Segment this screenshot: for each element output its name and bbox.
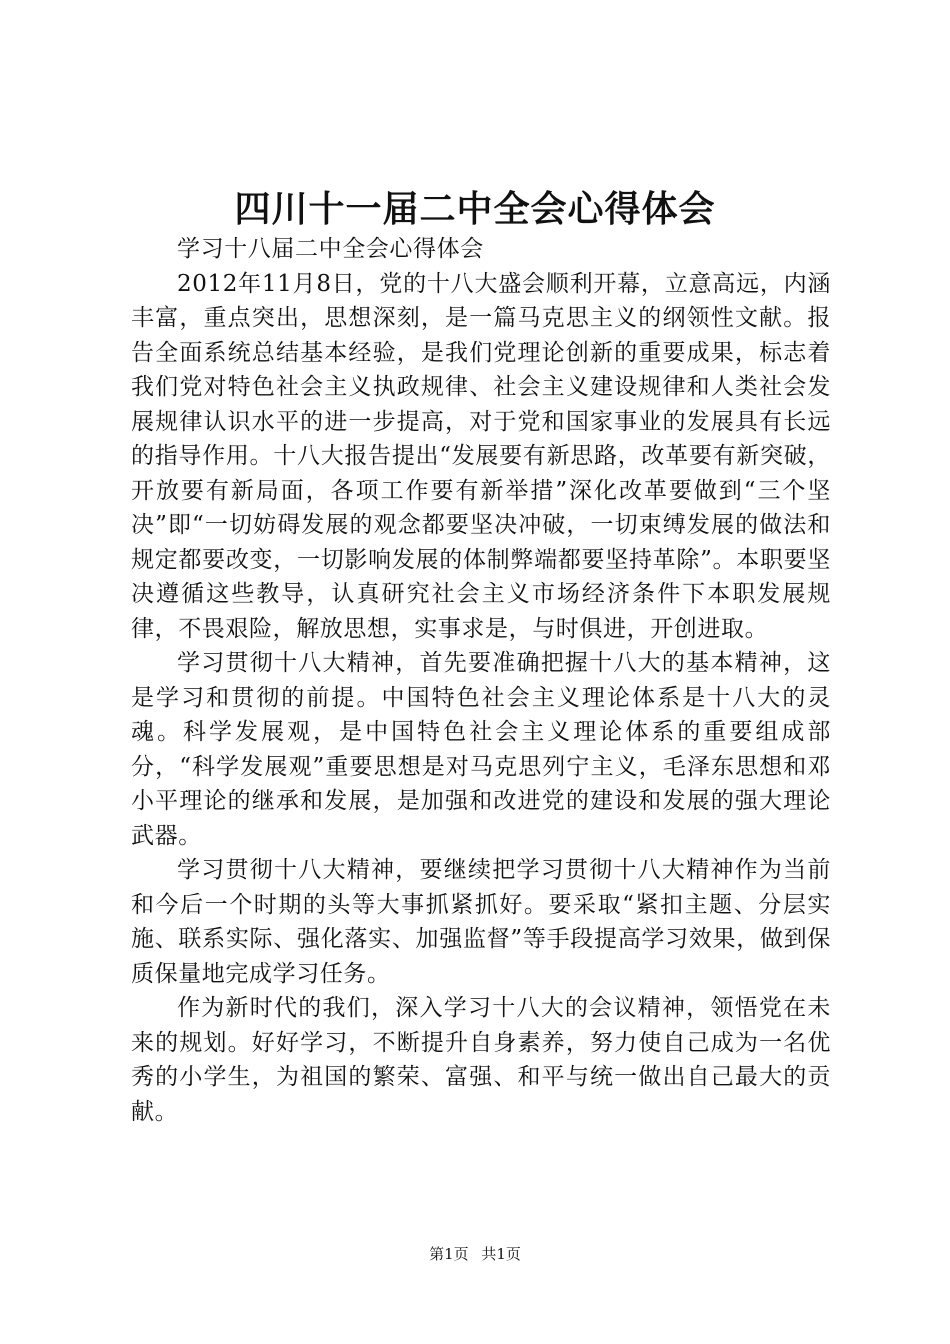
paragraph-1: 2012年11月8日，党的十八大盛会顺利开幕，立意高远，内涵丰富，重点突出，思想深刻，是一篇马克思主义的纲领性文献。报告全面系统总结基本经验，是我们党理论创新的重要成果，标志着我们党对特色社会主义执政规律、社会主义建设规律和人类社会发展规律认识水平的进一步提高，对于党和国家事业的发展具有长远的指导作用。十八大报告提出“发展要有新思路，改革要有新突破，开放要有新局面，各项工作要有新举措”深化改革要做到“三个坚决”即“一切妨碍发展的观念都要坚决冲破，一切束缚发展的做法和规定都要改变，一切影响发展的体制弊端都要坚持革除”。本职要坚决遵循这些教导，认真研究社会主义市场经济条件下本职发展规律，不畏艰险，解放思想，实事求是，与时俱进，开创进取。 xyxy=(131,270,831,642)
paragraph-subtitle: 学习十八届二中全会心得体会 xyxy=(177,236,484,262)
document-title: 四川十一届二中全会心得体会 xyxy=(234,188,716,230)
page-footer xyxy=(0,1244,950,1264)
paragraph-4: 作为新时代的我们，深入学习十八大的会议精神，领悟党在未来的规划。好好学习，不断提升自身素养，努力使自己成为一名优秀的小学生，为祖国的繁荣、富强、和平与统一做出自己最大的贡献。 xyxy=(131,995,831,1125)
paragraph-3: 学习贯彻十八大精神，要继续把学习贯彻十八大精神作为当前和今后一个时期的头等大事抓紧抓好。要采取“紧扣主题、分层实施、联系实际、强化落实、加强监督”等手段提高学习效果，做到保质保量地完成学习任务。 xyxy=(131,857,831,987)
paragraph-2: 学习贯彻十八大精神，首先要准确把握十八大的基本精神，这是学习和贯彻的前提。中国特色社会主义理论体系是十八大的灵魂。科学发展观，是中国特色社会主义理论体系的重要组成部分，“科学发展观”重要思想是对马克思列宁主义，毛泽东思想和邓小平理论的继承和发展，是加强和改进党的建设和发展的强大理论武器。 xyxy=(131,650,831,849)
page-total: 共1页 xyxy=(481,1245,521,1263)
page-number: 第1页 xyxy=(429,1245,469,1263)
document-body xyxy=(131,232,831,1129)
